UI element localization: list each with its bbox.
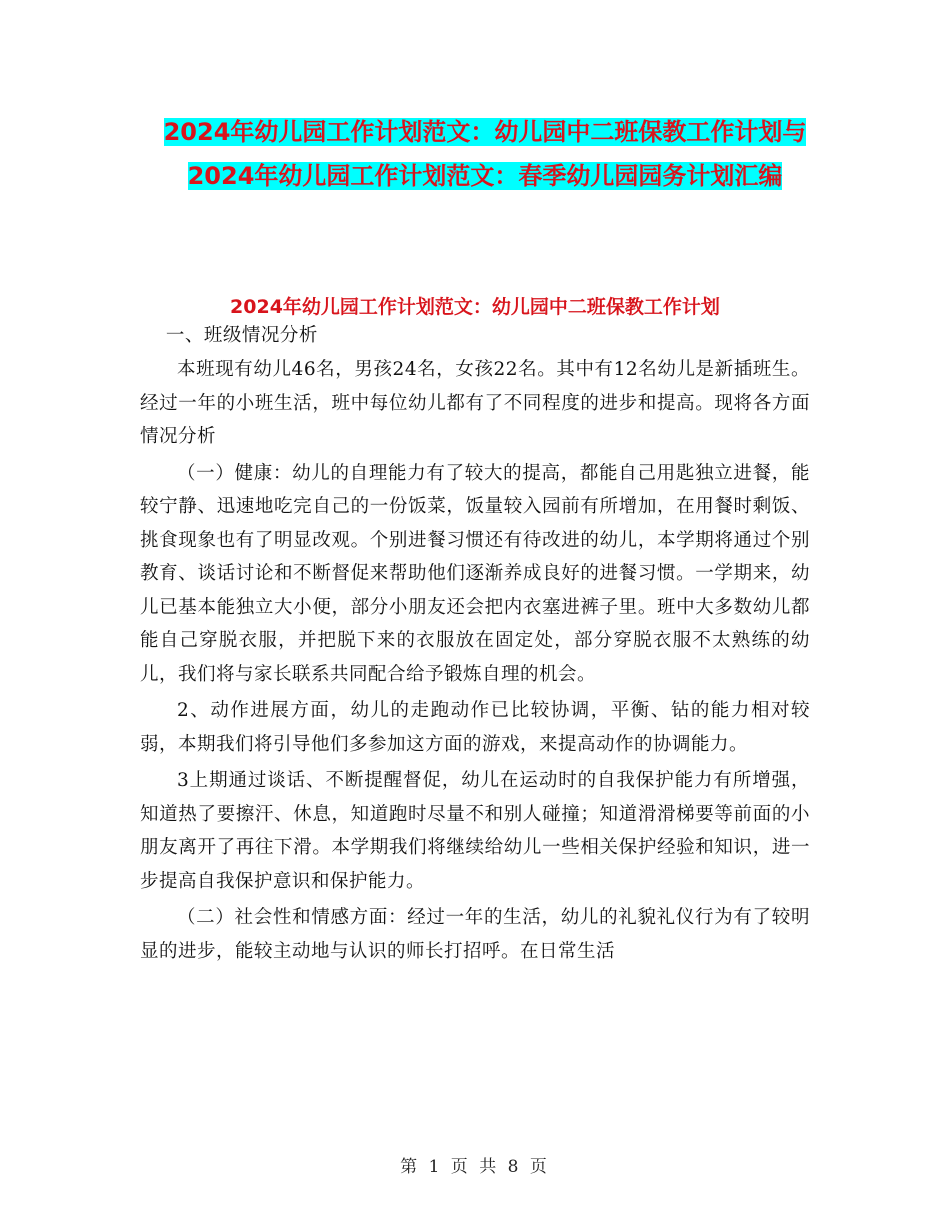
paragraph: 本班现有幼儿46名，男孩24名，女孩22名。其中有12名幼儿是新插班生。经过一年的小班生活，班中每位幼儿都有了不同程度的进步和提高。现将各方面情况分析 <box>140 359 810 447</box>
paragraph: 3上期通过谈话、不断提醒督促，幼儿在运动时的自我保护能力有所增强，知道热了要擦汗、休息，知道跑时尽量不和别人碰撞；知道滑滑梯要等前面的小朋友离开了再往下滑。本学期我们将继续给幼儿一些相关保护经验和知识，进一步提高自我保护意识和保护能力。 <box>140 770 810 892</box>
section-title: 2024年幼儿园工作计划范文：幼儿园中二班保教工作计划 <box>230 296 720 318</box>
document-title <box>150 110 820 198</box>
paragraph: （二）社会性和情感方面：经过一年的生活，幼儿的礼貌礼仪行为有了较明显的进步，能较主动地与认识的师长打招呼。在日常生活 <box>140 907 810 962</box>
document-title-text: 2024年幼儿园工作计划范文：幼儿园中二班保教工作计划与2024年幼儿园工作计划范文：春季幼儿园园务计划汇编 <box>163 118 807 190</box>
heading-class-analysis: 一、班级情况分析 <box>165 325 318 346</box>
paragraph: 2、动作进展方面，幼儿的走跑动作已比较协调，平衡、钻的能力相对较弱，本期我们将引导他们多参加这方面的游戏，来提高动作的协调能力。 <box>140 700 810 755</box>
page-footer: 第 1 页 共 8 页 <box>400 1157 550 1177</box>
body-text <box>140 322 810 968</box>
paragraph: （一）健康：幼儿的自理能力有了较大的提高，都能自己用匙独立进餐，能较宁静、迅速地吃完自己的一份饭菜，饭量较入园前有所增加，在用餐时剩饭、挑食现象也有了明显改观。个别进餐习惯还有待改进的幼儿，本学期将通过个别教育、谈话讨论和不断督促来帮助他们逐渐养成良好的进餐习惯。一学期来，幼儿已基本能独立大小便，部分小朋友还会把内衣塞进裤子里。班中大多数幼儿都能自己穿脱衣服，并把脱下来的衣服放在固定处，部分穿脱衣服不太熟练的幼儿，我们将与家长联系共同配合给予锻炼自理的机会。 <box>140 462 810 685</box>
